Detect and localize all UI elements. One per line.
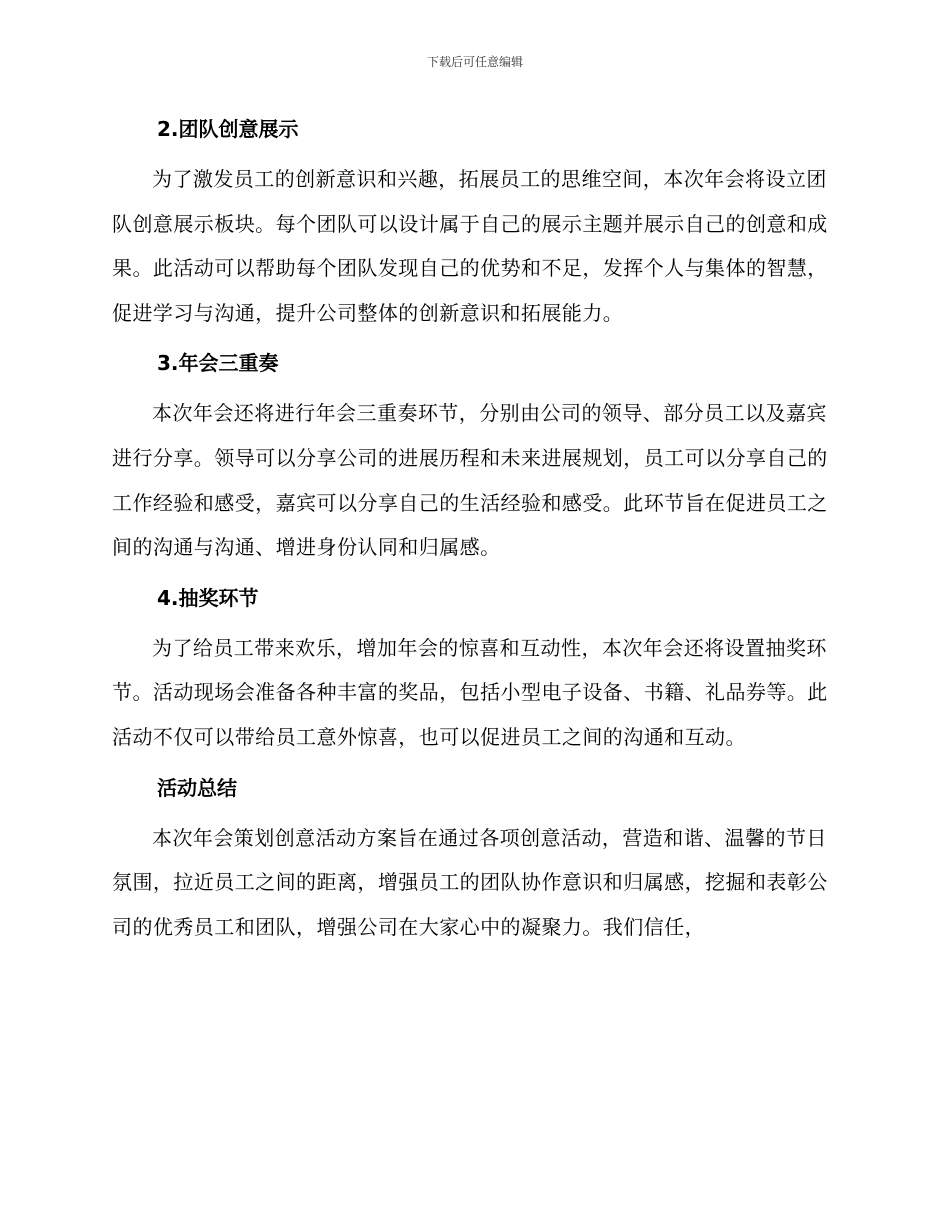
section-heading-summary: 活动总结 <box>157 775 237 800</box>
section-heading-team-creative: 2.团队创意展示 <box>157 117 299 141</box>
document-body <box>112 107 828 949</box>
page-header: 下载后可任意编辑 <box>426 55 523 69</box>
section-heading-trio: 3.年会三重奏 <box>157 351 279 376</box>
section-paragraph-lottery: 为了给员工带来欢乐，增加年会的惊喜和互动性，本次年会还将设置抽奖环节。活动现场会准备各种丰富的奖品，包括小型电子设备、书籍、礼品券等。此活动不仅可以带给员工意外惊喜，也可以促进员工之间的沟通和互动。 <box>112 635 828 749</box>
section-paragraph-trio: 本次年会还将进行年会三重奏环节，分别由公司的领导、部分员工以及嘉宾进行分享。领导可以分享公司的进展历程和未来进展规划，员工可以分享自己的工作经验和感受，嘉宾可以分享自己的生活经验和感受。此环节旨在促进员工之间的沟通与沟通、增进身份认同和归属感。 <box>112 401 828 560</box>
section-heading-lottery: 4.抽奖环节 <box>157 585 259 610</box>
section-paragraph-summary: 本次年会策划创意活动方案旨在通过各项创意活动，营造和谐、温馨的节日氛围，拉近员工之间的距离，增强员工的团队协作意识和归属感，挖掘和表彰公司的优秀员工和团队，增强公司在大家心中的凝聚力。我们信任， <box>112 825 828 939</box>
section-paragraph-team-creative: 为了激发员工的创新意识和兴趣，拓展员工的思维空间，本次年会将设立团队创意展示板块。每个团队可以设计属于自己的展示主题并展示自己的创意和成果。此活动可以帮助每个团队发现自己的优势和不足，发挥个人与集体的智慧，促进学习与沟通，提升公司整体的创新意识和拓展能力。 <box>112 167 828 325</box>
